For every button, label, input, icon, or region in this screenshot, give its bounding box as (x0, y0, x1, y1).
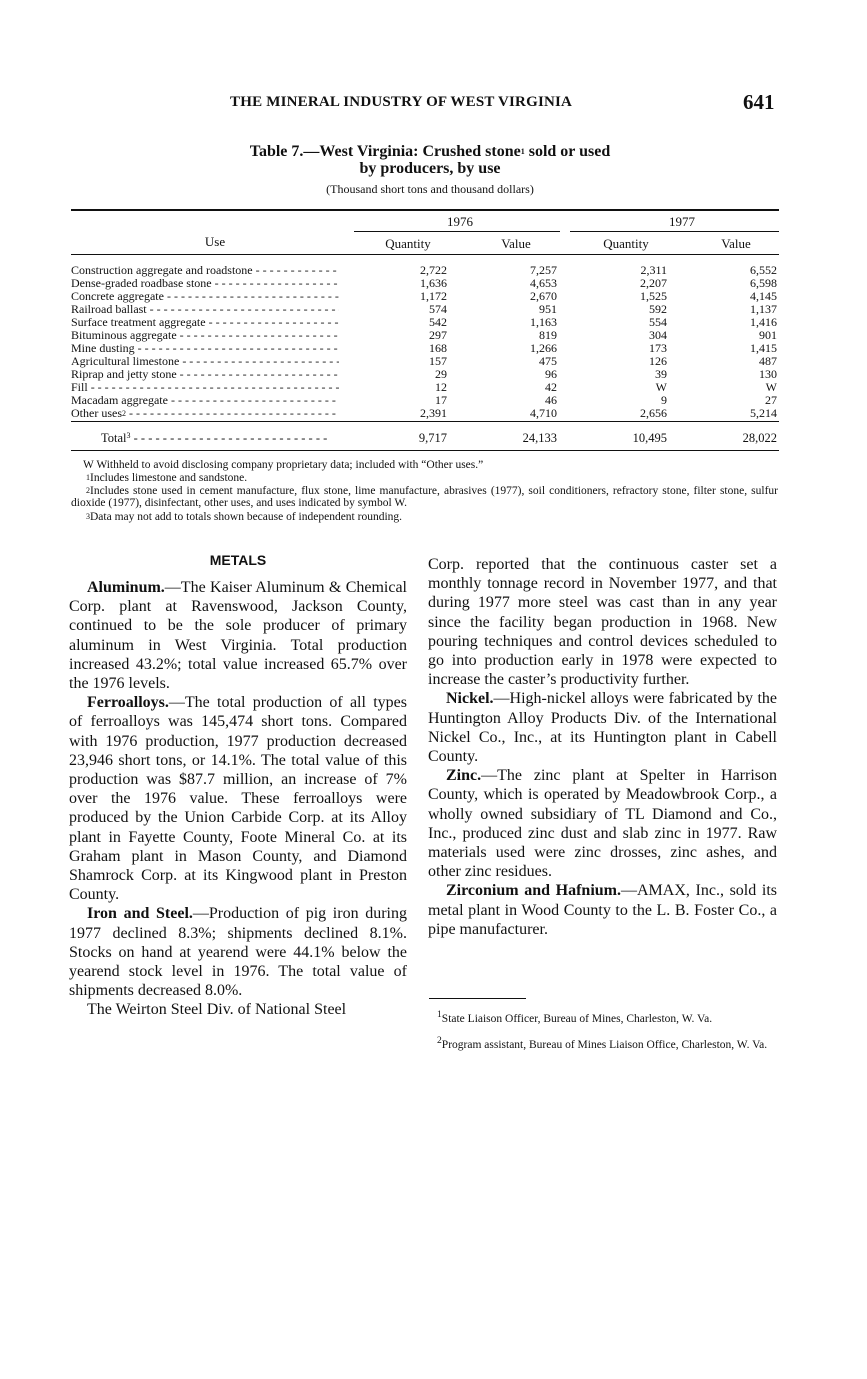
value-1976: 1,163 (530, 315, 557, 329)
quantity-1976: 1,636 (420, 276, 447, 290)
quantity-1977: 2,311 (640, 263, 667, 277)
table-title-sup: 1 (520, 147, 525, 156)
row-use: Macadam aggregate - - - (71, 394, 339, 407)
value-1977: 1,416 (750, 315, 777, 329)
value-1977: W (765, 380, 777, 394)
table-total-row (71, 431, 783, 445)
table-row (71, 303, 783, 316)
row-use: Railroad ballast - - - (71, 303, 339, 316)
table-subtitle: (Thousand short tons and thousand dollars) (326, 182, 534, 196)
weirton-text-cont: Corp. reported that the continuous caster set a monthly tonnage record in November 1977, and that during 1977 more steel was cast than in any year since the facility began production in 1968. New pouring techniques and control devices scheduled to go into production early in 1978 were expected to increase the caster’s productivity further. (428, 556, 777, 689)
author-note-1-num: 1 (437, 1009, 442, 1020)
total-label-text: Total (101, 431, 127, 445)
table-row (71, 381, 783, 394)
paragraph-weirton-cont (428, 555, 777, 689)
author-note-2 (427, 1035, 776, 1051)
quantity-1977: 554 (649, 315, 667, 329)
author-notes-rule (429, 998, 526, 999)
year-1977-header: 1977 (669, 214, 695, 229)
quantity-1976: 157 (429, 354, 447, 368)
value-1976: 46 (545, 393, 557, 407)
value-1976: 819 (539, 328, 557, 342)
table-row (71, 355, 783, 368)
table-row (71, 329, 783, 342)
value-1977: 1,415 (750, 341, 777, 355)
table-title-line1: Table 7.—West Virginia: Crushed stone (249, 143, 521, 160)
footnote-3 (86, 511, 786, 523)
value-1976: 951 (539, 302, 557, 316)
footnote-1-num: 1 (86, 473, 90, 482)
col-quantity-1977: Quantity (603, 236, 649, 251)
row-use: Concrete aggregate - - - (71, 290, 339, 303)
table-row (71, 407, 783, 420)
author-note-1 (427, 1009, 776, 1025)
table-top-rule (71, 209, 779, 211)
page-number: 641 (743, 90, 775, 114)
total-quantity-1977: 10,495 (632, 431, 667, 445)
quantity-1977: 173 (649, 341, 667, 355)
paragraph-nickel (428, 689, 777, 766)
quantity-1976: 168 (429, 341, 447, 355)
row-use-text: Other uses (71, 407, 122, 420)
row-use: Dense-graded roadbase stone - - - (71, 277, 339, 290)
weirton-text-start: The Weirton Steel Div. of National Steel (87, 1001, 347, 1019)
year-1977-rule (570, 231, 779, 232)
value-1976: 96 (545, 367, 557, 381)
table-title (170, 143, 690, 177)
quantity-1976: 29 (435, 367, 447, 381)
nickel-heading: Nickel. (446, 690, 494, 708)
author-note-2-text: Program assistant, Bureau of Mines Liaison Office, Charleston, W. Va. (441, 1038, 768, 1051)
value-1977: 487 (759, 354, 777, 368)
value-1976: 42 (545, 380, 557, 394)
aluminum-heading: Aluminum. (87, 579, 165, 596)
ferroalloys-heading: Ferroalloys. (87, 694, 169, 712)
row-use: Riprap and jetty stone - - - (71, 368, 339, 381)
quantity-1976: 297 (429, 328, 447, 342)
year-1976-rule (354, 231, 560, 232)
value-1976: 1,266 (530, 341, 557, 355)
paragraph-iron-steel (69, 904, 407, 1000)
value-1976: 4,710 (530, 406, 557, 420)
year-1976-header: 1976 (447, 214, 473, 229)
zinc-heading: Zinc. (446, 767, 482, 785)
value-1977: 5,214 (750, 406, 777, 420)
total-value-1977: 28,022 (742, 431, 777, 445)
total-quantity-1976: 9,717 (418, 431, 447, 445)
footnote-1 (86, 472, 786, 484)
value-1977: 27 (765, 393, 777, 407)
quantity-1977: 2,207 (640, 276, 667, 290)
table-title-line1-end: sold or used (524, 143, 611, 160)
col-quantity-1976: Quantity (385, 236, 431, 251)
paragraph-aluminum (69, 578, 407, 693)
quantity-1977: 126 (649, 354, 667, 368)
footnote-3-num: 3 (86, 512, 90, 521)
table-row (71, 342, 783, 355)
paragraph-zirconium (428, 881, 777, 939)
table-title-line2: by producers, by use (359, 160, 501, 177)
quantity-1977: W (655, 380, 667, 394)
left-column (69, 578, 407, 1020)
value-1976: 475 (539, 354, 557, 368)
quantity-1977: 39 (655, 367, 667, 381)
row-use: Fill - - - (71, 381, 339, 394)
quantity-1977: 9 (661, 393, 667, 407)
col-value-1976: Value (501, 236, 531, 251)
zirconium-text: —AMAX, Inc., sold its metal plant in Wood County to the L. B. Foster Co., a pipe manufacturer. (428, 882, 777, 938)
paragraph-ferroalloys (69, 693, 407, 904)
zinc-text: —The zinc plant at Spelter in Harrison County, which is operated by Meadowbrook Corp., a wholly owned subsidiary of TL Diamond and Co., Inc., produced zinc dust and slab zinc in 1977. Raw materials used were zinc drosses, zinc ashes, and other zinc residues. (428, 767, 777, 881)
right-column (428, 555, 777, 939)
value-1976: 4,653 (530, 276, 557, 290)
value-1977: 130 (759, 367, 777, 381)
aluminum-text: —The Kaiser Aluminum & Chemical Corp. plant at Ravenswood, Jackson County, continued to be the sole producer of primary aluminum in West Virginia. Total production increased 43.2%; total value increased 65.7% over the 1976 levels. (69, 579, 407, 693)
value-1977: 6,598 (750, 276, 777, 290)
quantity-1976: 574 (429, 302, 447, 316)
footnote-2 (71, 485, 778, 509)
author-note-2-num: 2 (437, 1035, 442, 1046)
quantity-1977: 592 (649, 302, 667, 316)
quantity-1976: 1,172 (420, 289, 447, 303)
col-use-header: Use (204, 234, 226, 249)
nickel-text: —High-nickel alloys were fabricated by the Huntington Alloy Products Div. of the International Nickel Co., Inc., at its Huntington plant in Cabell County. (428, 690, 777, 766)
quantity-1977: 1,525 (640, 289, 667, 303)
iron-steel-heading: Iron and Steel. (87, 905, 193, 923)
footnote-2-text: Includes stone used in cement manufacture, flux stone, lime manufacture, abrasives (1977), soil conditioners, refractory stone, filter stone, sulfur dioxide (1977), disinfectant, other uses, and uses indicated by symbol W. (71, 485, 778, 509)
row-use: Surface treatment aggregate - - - (71, 316, 339, 329)
total-value-1976: 24,133 (522, 431, 557, 445)
row-use-sup: 2 (122, 409, 126, 418)
col-value-1977: Value (721, 236, 751, 251)
value-1977: 4,145 (750, 289, 777, 303)
value-1977: 6,552 (750, 263, 777, 277)
quantity-1977: 304 (649, 328, 667, 342)
row-use: Agricultural limestone - - - (71, 355, 339, 368)
footnote-2-num: 2 (86, 486, 90, 495)
total-label (101, 431, 339, 446)
value-1976: 2,670 (530, 289, 557, 303)
footnote-1-text: Includes limestone and sandstone. (90, 472, 248, 484)
table-row (71, 290, 783, 303)
total-top-rule (71, 421, 779, 422)
quantity-1976: 17 (435, 393, 447, 407)
table-row (71, 368, 783, 381)
value-1977: 1,137 (750, 302, 777, 316)
header-bottom-rule (71, 254, 779, 255)
quantity-1976: 2,722 (420, 263, 447, 277)
footnote-w: W Withheld to avoid disclosing company proprietary data; included with “Other uses.” (83, 459, 484, 471)
table-bottom-rule (71, 450, 779, 451)
row-use: Mine dusting - - - (71, 342, 339, 355)
value-1976: 7,257 (530, 263, 557, 277)
value-1977: 901 (759, 328, 777, 342)
section-heading-metals: METALS (209, 552, 267, 568)
author-note-1-text: State Liaison Officer, Bureau of Mines, Charleston, W. Va. (441, 1012, 713, 1025)
zirconium-heading: Zirconium and Hafnium. (446, 882, 621, 900)
paragraph-zinc (428, 766, 777, 881)
row-use: Bituminous aggregate - - - (71, 329, 339, 342)
quantity-1976: 2,391 (420, 406, 447, 420)
table-row (71, 316, 783, 329)
footnote-3-text: Data may not add to totals shown because of independent rounding. (90, 511, 403, 523)
quantity-1976: 12 (435, 380, 447, 394)
row-use (71, 407, 339, 420)
iron-steel-text: —Production of pig iron during 1977 declined 8.3%; shipments declined 8.1%. Stocks on hand at yearend were 44.1% below the yearend stock level in 1976. The total value of shipments decreased 8.0%. (69, 905, 407, 1000)
quantity-1976: 542 (429, 315, 447, 329)
ferroalloys-text: —The total production of all types of ferroalloys was 145,474 short tons. Compared with 1976 production, 1977 production decreased 23,946 short tons, or 14.1%. The total value of this production was $87.7 million, an increase of 7% over the 1976 value. These ferroalloys were produced by the Union Carbide Corp. at its Alloy plant in Fayette County, Foote Mineral Co. at its Graham plant in Mason County, and Diamond Shamrock Corp. at its Kingwood plant in Preston County. (69, 694, 407, 904)
paragraph-weirton-start (69, 1000, 407, 1019)
row-use: Construction aggregate and roadstone - - - (71, 264, 339, 277)
quantity-1977: 2,656 (640, 406, 667, 420)
total-label-sup: 3 (126, 431, 131, 440)
running-title: THE MINERAL INDUSTRY OF WEST VIRGINIA (230, 94, 573, 110)
